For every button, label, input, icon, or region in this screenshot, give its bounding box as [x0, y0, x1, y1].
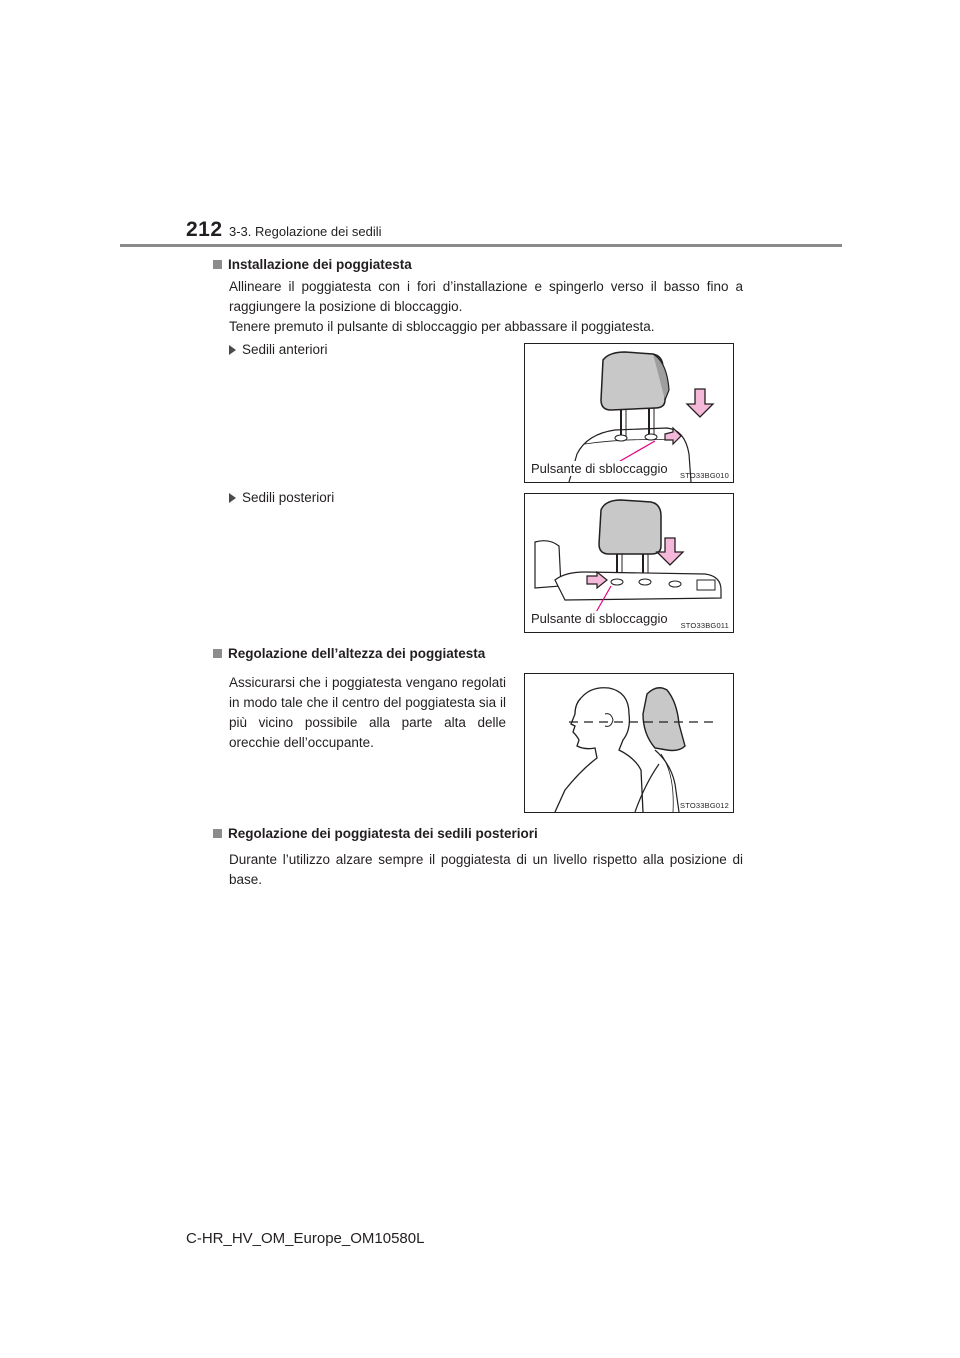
heading-posteriori: Regolazione dei poggiatesta dei sedili posteriori: [213, 826, 538, 841]
footer-document-id: C-HR_HV_OM_Europe_OM10580L: [186, 1230, 425, 1247]
figure-code-front: STO33BG010: [680, 471, 729, 480]
figure-rear-headrest: [524, 493, 734, 633]
occupant-headrest-illustration: [525, 674, 733, 812]
section-title: 3-3. Regolazione dei sedili: [229, 224, 382, 239]
figure-code-height: STO33BG012: [680, 801, 729, 810]
release-button-label-rear: Pulsante di sbloccaggio: [531, 611, 668, 626]
install-paragraph-2: Tenere premuto il pulsante di sbloccaggio per abbassare il poggiatesta.: [229, 319, 655, 334]
heading-installazione: Installazione dei poggiatesta: [213, 257, 412, 272]
figure-front-headrest: [524, 343, 734, 483]
height-paragraph: Assicurarsi che i poggiatesta vengano regolati in modo tale che il centro del poggiatesta sia il più vicino possibile alla parte alta delle orecchie dell’occupante.: [229, 675, 506, 750]
square-bullet-icon: [213, 829, 222, 838]
header-rule: [120, 244, 842, 247]
triangle-bullet-icon: [229, 493, 236, 503]
figure-headrest-height: [524, 673, 734, 813]
release-button-label-front: Pulsante di sbloccaggio: [531, 461, 668, 476]
install-paragraph-1: Allineare il poggiatesta con i fori d’installazione e spingerlo verso il basso fino a raggiungere la posizione di bloccaggio.: [229, 279, 743, 314]
bullet-front-seats: Sedili anteriori: [229, 342, 328, 357]
bullet-rear-seats: Sedili posteriori: [229, 490, 334, 505]
heading-altezza: Regolazione dell’altezza dei poggiatesta: [213, 646, 485, 661]
triangle-bullet-icon: [229, 345, 236, 355]
square-bullet-icon: [213, 260, 222, 269]
rear-adjust-paragraph: Durante l’utilizzo alzare sempre il poggiatesta di un livello rispetto alla posizione di base.: [229, 852, 743, 887]
figure-code-rear: STO33BG011: [680, 621, 729, 630]
square-bullet-icon: [213, 649, 222, 658]
page-number: 212: [186, 218, 223, 241]
